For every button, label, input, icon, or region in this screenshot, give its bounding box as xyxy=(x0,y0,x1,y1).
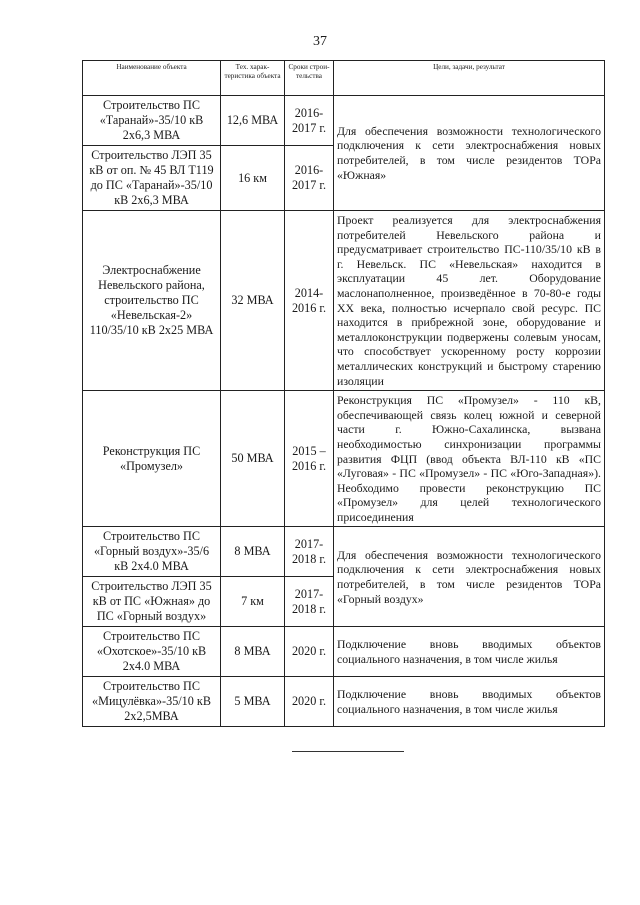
object-term: 2014-2016 г. xyxy=(285,211,334,391)
table-row xyxy=(83,627,605,677)
object-term: 2015 – 2016 г. xyxy=(285,391,334,527)
header-name: Наименование объекта xyxy=(83,61,221,96)
object-term: 2016-2017 г. xyxy=(285,96,334,146)
header-term: Сроки строи-тельства xyxy=(285,61,334,96)
object-name: Строительство ПС «Охотское»-35/10 кВ 2х4.0 МВА xyxy=(83,627,221,677)
object-name: Строительство ЛЭП 35 кВ от оп. № 45 ВЛ Т119 до ПС «Таранай»-35/10 кВ 2х6,3 МВА xyxy=(83,146,221,211)
object-name: Строительство ЛЭП 35 кВ от ПС «Южная» до ПС «Горный воздух» xyxy=(83,577,221,627)
object-term: 2016-2017 г. xyxy=(285,146,334,211)
object-goal: Для обеспечения возможности технологического подключения к сети электроснабжения новых потребителей, в том числе резидентов ТОРа «Южная» xyxy=(334,96,605,211)
object-spec: 8 МВА xyxy=(221,527,285,577)
table-row xyxy=(83,527,605,577)
object-spec: 8 МВА xyxy=(221,627,285,677)
table-row xyxy=(83,391,605,527)
table-row xyxy=(83,677,605,727)
object-spec: 12,6 МВА xyxy=(221,96,285,146)
page-number: 37 xyxy=(313,34,327,49)
object-term: 2017-2018 г. xyxy=(285,527,334,577)
object-term: 2020 г. xyxy=(285,677,334,727)
object-name: Электроснабжение Невельского района, строительство ПС «Невельская-2» 110/35/10 кВ 2х25 МВА xyxy=(83,211,221,391)
object-spec: 5 МВА xyxy=(221,677,285,727)
objects-table xyxy=(82,60,605,727)
object-term: 2017-2018 г. xyxy=(285,577,334,627)
table-header-row xyxy=(83,61,605,96)
object-name: Строительство ПС «Горный воздух»-35/6 кВ 2х4.0 МВА xyxy=(83,527,221,577)
end-divider xyxy=(292,751,404,752)
object-name: Реконструкция ПС «Промузел» xyxy=(83,391,221,527)
object-spec: 32 МВА xyxy=(221,211,285,391)
object-name: Строительство ПС «Мицулёвка»-35/10 кВ 2х2,5МВА xyxy=(83,677,221,727)
object-goal: Подключение вновь вводимых объектов социального назначения, в том числе жилья xyxy=(334,677,605,727)
header-spec: Тех. харак-теристика объекта xyxy=(221,61,285,96)
object-name: Строительство ПС «Таранай»-35/10 кВ 2х6,3 МВА xyxy=(83,96,221,146)
object-goal: Подключение вновь вводимых объектов социального назначения, в том числе жилья xyxy=(334,627,605,677)
object-goal: Для обеспечения возможности технологического подключения к сети электроснабжения новых потребителей, в том числе резидентов ТОРа «Горный воздух» xyxy=(334,527,605,627)
object-goal: Реконструкция ПС «Промузел» - 110 кВ, обеспечивающей связь колец южной и северной части г. Южно-Сахалинска, вызвана необходимостью синхронизации программы развития ФЦП (ввод объекта ВЛ-110 кВ «ПС «Луговая» - ПС «Промузел» - ПС «Юго-Западная»). Необходимо провести реконструкцию ПС «Промузел» для целей технологического присоединения xyxy=(334,391,605,527)
table-row xyxy=(83,211,605,391)
object-goal: Проект реализуется для электроснабжения потребителей Невельского района и предусматривает строительство ПС-110/35/10 кВ в г. Невельск. ПС «Невельская» находится в эксплуатации 45 лет. Оборудование маслонаполненное, произведённое в 70-80-е годы ХХ века, полностью исчерпало свой ресурс. ПС находится в прибрежной зоне, оборудование и металлоконструкции подвержены солевым уносам, что способствует ускоренному росту коррозии металлических конструкций и быстрому старению изоляции xyxy=(334,211,605,391)
object-term: 2020 г. xyxy=(285,627,334,677)
object-spec: 7 км xyxy=(221,577,285,627)
header-goal: Цели, задачи, результат xyxy=(334,61,605,96)
object-spec: 16 км xyxy=(221,146,285,211)
table-row xyxy=(83,96,605,146)
object-spec: 50 МВА xyxy=(221,391,285,527)
